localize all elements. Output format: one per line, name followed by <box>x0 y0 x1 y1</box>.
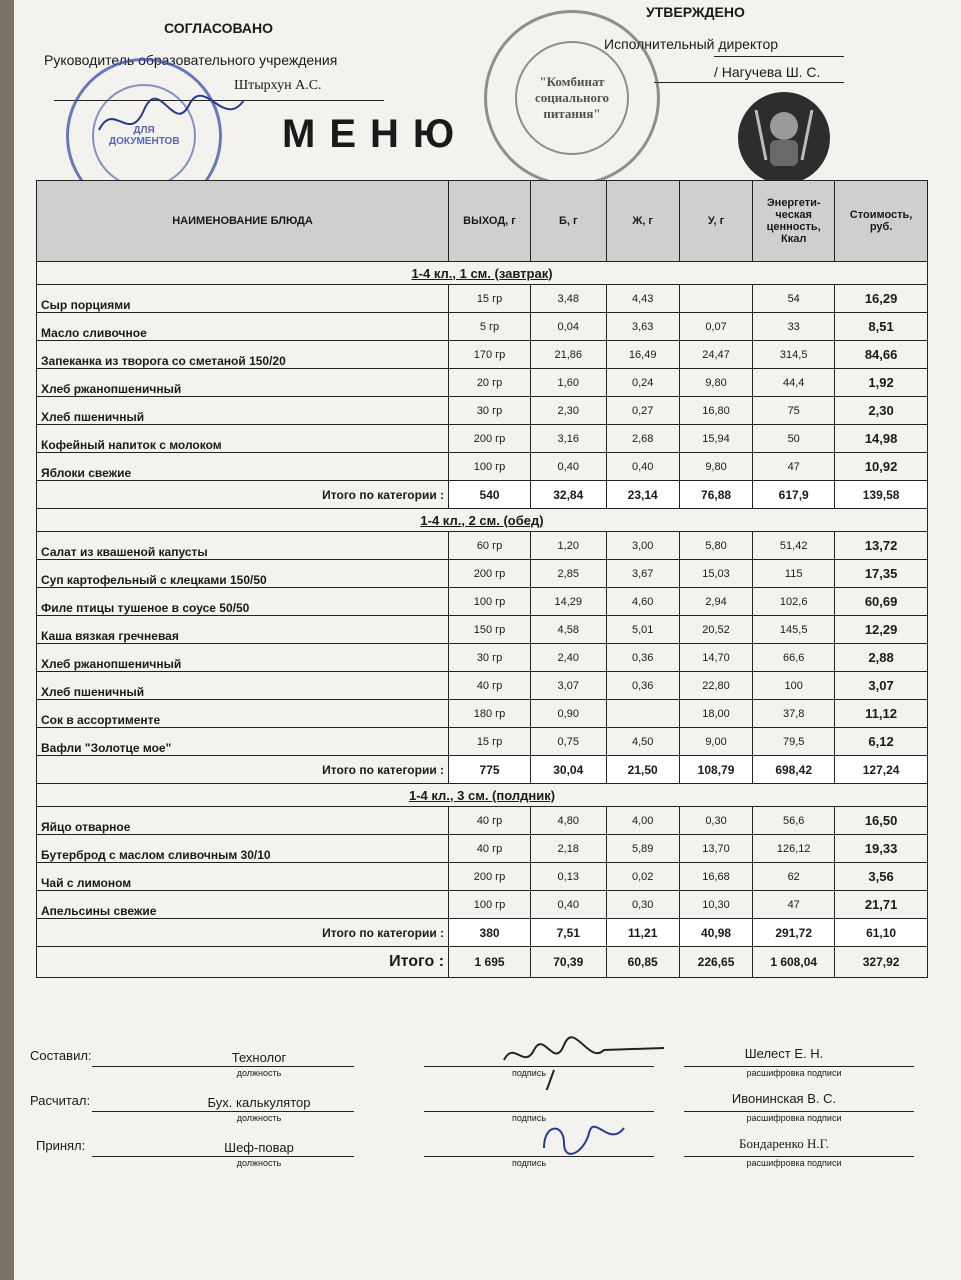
dish-carbs: 24,47 <box>679 341 752 369</box>
header-b: Б, г <box>531 181 607 262</box>
dish-fat: 4,50 <box>606 728 679 756</box>
menu-sheet <box>14 0 961 1280</box>
dish-kcal: 54 <box>753 285 835 313</box>
dish-name: Вафли "Золотце мое" <box>37 728 449 756</box>
table-row <box>37 532 928 560</box>
dish-protein: 3,16 <box>531 425 607 453</box>
name-line <box>684 1066 914 1067</box>
menu-body <box>37 262 928 978</box>
dish-carbs: 13,70 <box>679 835 752 863</box>
dish-cost: 11,12 <box>835 700 928 728</box>
dish-fat: 0,40 <box>606 453 679 481</box>
dish-carbs <box>679 285 752 313</box>
dish-output: 200 гр <box>449 425 531 453</box>
dish-carbs: 15,94 <box>679 425 752 453</box>
grand-total-u: 226,65 <box>679 947 752 978</box>
dish-output: 100 гр <box>449 453 531 481</box>
sign-caption: подпись <box>511 1158 547 1168</box>
dish-cost: 14,98 <box>835 425 928 453</box>
left-stamp-text: ДЛЯ ДОКУМЕНТОВ <box>109 125 180 147</box>
table-row <box>37 397 928 425</box>
dish-output: 15 гр <box>449 728 531 756</box>
dish-name: Сок в ассортименте <box>37 700 449 728</box>
dish-name: Яйцо отварное <box>37 807 449 835</box>
section-title: 1-4 кл., 2 см. (обед) <box>37 509 928 532</box>
dish-kcal: 100 <box>753 672 835 700</box>
dish-cost: 17,35 <box>835 560 928 588</box>
grand-total-kcal: 1 608,04 <box>753 947 835 978</box>
dish-cost: 16,29 <box>835 285 928 313</box>
header-energy: Энергети-ческая ценность, Ккал <box>753 181 835 262</box>
section-title: 1-4 кл., 3 см. (полдник) <box>37 784 928 807</box>
approved-right-name: / Нагучева Ш. С. <box>714 64 821 80</box>
dish-name: Хлеб ржанопшеничный <box>37 644 449 672</box>
subtotal-label: Итого по категории : <box>37 919 449 947</box>
signature-role: Бух. калькулятор <box>207 1095 311 1110</box>
header-cost: Стоимость, руб. <box>835 181 928 262</box>
approval-signature-left <box>94 90 254 150</box>
dish-protein: 3,07 <box>531 672 607 700</box>
sign-caption: подпись <box>511 1068 547 1078</box>
table-row <box>37 728 928 756</box>
subtotal-protein: 7,51 <box>531 919 607 947</box>
signature-label: Принял: <box>36 1138 86 1153</box>
table-row <box>37 835 928 863</box>
dish-carbs: 16,68 <box>679 863 752 891</box>
dish-output: 15 гр <box>449 285 531 313</box>
signature-role: Шеф-повар <box>224 1140 294 1155</box>
menu-table <box>36 180 928 978</box>
dish-protein: 2,40 <box>531 644 607 672</box>
approved-left-title: СОГЛАСОВАНО <box>164 20 273 36</box>
dish-name: Масло сливочное <box>37 313 449 341</box>
dish-cost: 6,12 <box>835 728 928 756</box>
sign-caption: подпись <box>511 1113 547 1123</box>
table-row <box>37 453 928 481</box>
dish-kcal: 102,6 <box>753 588 835 616</box>
signature-label: Расчитал: <box>30 1093 91 1108</box>
table-row <box>37 807 928 835</box>
role-line <box>92 1156 354 1157</box>
right-name-line <box>654 82 844 83</box>
dish-fat: 3,63 <box>606 313 679 341</box>
grand-total-zh: 60,85 <box>606 947 679 978</box>
dish-output: 30 гр <box>449 397 531 425</box>
dish-protein: 21,86 <box>531 341 607 369</box>
dish-fat: 0,36 <box>606 644 679 672</box>
header-u: У, г <box>679 181 752 262</box>
page-title: МЕНЮ <box>282 112 469 156</box>
dish-protein: 1,60 <box>531 369 607 397</box>
dish-fat: 3,00 <box>606 532 679 560</box>
signature-name: Ивонинская В. С. <box>731 1091 837 1106</box>
dish-output: 5 гр <box>449 313 531 341</box>
grand-total-cost: 327,92 <box>835 947 928 978</box>
header-output: ВЫХОД, г <box>449 181 531 262</box>
dish-kcal: 62 <box>753 863 835 891</box>
subtotal-output: 540 <box>449 481 531 509</box>
subtotal-row <box>37 919 928 947</box>
table-row <box>37 672 928 700</box>
dish-fat: 16,49 <box>606 341 679 369</box>
dish-fat: 2,68 <box>606 425 679 453</box>
dish-carbs: 0,07 <box>679 313 752 341</box>
signature-name: Бондаренко Н.Г. <box>739 1136 829 1151</box>
dish-output: 100 гр <box>449 891 531 919</box>
chef-logo-icon <box>736 90 832 186</box>
dish-fat: 0,24 <box>606 369 679 397</box>
dish-output: 100 гр <box>449 588 531 616</box>
dish-output: 170 гр <box>449 341 531 369</box>
dish-carbs: 2,94 <box>679 588 752 616</box>
approved-left-name: Штырхун А.С. <box>234 78 322 93</box>
subtotal-carbs: 108,79 <box>679 756 752 784</box>
subtotal-carbs: 76,88 <box>679 481 752 509</box>
dish-name: Хлеб пшеничный <box>37 397 449 425</box>
dish-name: Апельсины свежие <box>37 891 449 919</box>
dish-fat: 4,43 <box>606 285 679 313</box>
dish-protein: 0,90 <box>531 700 607 728</box>
dish-output: 20 гр <box>449 369 531 397</box>
right-role-line <box>714 56 844 57</box>
subtotal-fat: 11,21 <box>606 919 679 947</box>
table-row <box>37 891 928 919</box>
dish-carbs: 20,52 <box>679 616 752 644</box>
subtotal-fat: 21,50 <box>606 756 679 784</box>
dish-protein: 4,80 <box>531 807 607 835</box>
role-line <box>92 1066 354 1067</box>
dish-cost: 10,92 <box>835 453 928 481</box>
name-caption: расшифровка подписи <box>746 1158 842 1168</box>
dish-name: Сыр порциями <box>37 285 449 313</box>
dish-name: Бутерброд с маслом сливочным 30/10 <box>37 835 449 863</box>
section-header-row <box>37 509 928 532</box>
dish-cost: 2,30 <box>835 397 928 425</box>
subtotal-output: 380 <box>449 919 531 947</box>
dish-fat: 3,67 <box>606 560 679 588</box>
table-row <box>37 285 928 313</box>
subtotal-row <box>37 756 928 784</box>
dish-name: Запеканка из творога со сметаной 150/20 <box>37 341 449 369</box>
dish-cost: 60,69 <box>835 588 928 616</box>
table-row <box>37 700 928 728</box>
dish-cost: 8,51 <box>835 313 928 341</box>
subtotal-protein: 32,84 <box>531 481 607 509</box>
dish-cost: 19,33 <box>835 835 928 863</box>
dish-protein: 2,18 <box>531 835 607 863</box>
table-row <box>37 313 928 341</box>
name-line <box>684 1156 914 1157</box>
dish-output: 30 гр <box>449 644 531 672</box>
dish-name: Хлеб ржанопшеничный <box>37 369 449 397</box>
dish-name: Кофейный напиток с молоком <box>37 425 449 453</box>
subtotal-cost: 127,24 <box>835 756 928 784</box>
dish-protein: 0,75 <box>531 728 607 756</box>
dish-kcal: 33 <box>753 313 835 341</box>
section-header-row <box>37 784 928 807</box>
dish-kcal: 75 <box>753 397 835 425</box>
table-row <box>37 341 928 369</box>
subtotal-kcal: 698,42 <box>753 756 835 784</box>
dish-output: 40 гр <box>449 835 531 863</box>
dish-kcal: 51,42 <box>753 532 835 560</box>
signature-name: Шелест Е. Н. <box>744 1046 824 1061</box>
dish-name: Чай с лимоном <box>37 863 449 891</box>
dish-carbs: 9,80 <box>679 369 752 397</box>
dish-fat: 5,89 <box>606 835 679 863</box>
subtotal-protein: 30,04 <box>531 756 607 784</box>
dish-kcal: 37,8 <box>753 700 835 728</box>
dish-cost: 16,50 <box>835 807 928 835</box>
name-caption: расшифровка подписи <box>746 1113 842 1123</box>
role-caption: должность <box>236 1158 282 1168</box>
subtotal-kcal: 617,9 <box>753 481 835 509</box>
dish-protein: 0,13 <box>531 863 607 891</box>
dish-fat: 0,02 <box>606 863 679 891</box>
dish-carbs: 15,03 <box>679 560 752 588</box>
subtotal-row <box>37 481 928 509</box>
dish-protein: 3,48 <box>531 285 607 313</box>
dish-carbs: 9,80 <box>679 453 752 481</box>
name-line <box>684 1111 914 1112</box>
dish-carbs: 5,80 <box>679 532 752 560</box>
name-caption: расшифровка подписи <box>746 1068 842 1078</box>
subtotal-carbs: 40,98 <box>679 919 752 947</box>
dish-kcal: 47 <box>753 891 835 919</box>
dish-carbs: 9,00 <box>679 728 752 756</box>
dish-cost: 13,72 <box>835 532 928 560</box>
dish-protein: 14,29 <box>531 588 607 616</box>
dish-name: Суп картофельный с клецками 150/50 <box>37 560 449 588</box>
dish-protein: 4,58 <box>531 616 607 644</box>
grand-total-label: Итого : <box>37 947 449 978</box>
subtotal-output: 775 <box>449 756 531 784</box>
dish-protein: 0,04 <box>531 313 607 341</box>
dish-fat: 4,00 <box>606 807 679 835</box>
header-zh: Ж, г <box>606 181 679 262</box>
table-row <box>37 369 928 397</box>
dish-protein: 0,40 <box>531 891 607 919</box>
dish-protein: 2,30 <box>531 397 607 425</box>
header-name: НАИМЕНОВАНИЕ БЛЮДА <box>37 181 449 262</box>
approved-right-title: УТВЕРЖДЕНО <box>646 4 745 20</box>
dish-carbs: 10,30 <box>679 891 752 919</box>
dish-cost: 3,56 <box>835 863 928 891</box>
dish-cost: 84,66 <box>835 341 928 369</box>
dish-fat: 5,01 <box>606 616 679 644</box>
dish-kcal: 66,6 <box>753 644 835 672</box>
dish-output: 40 гр <box>449 807 531 835</box>
subtotal-cost: 139,58 <box>835 481 928 509</box>
subtotal-fat: 23,14 <box>606 481 679 509</box>
dish-name: Филе птицы тушеное в соусе 50/50 <box>37 588 449 616</box>
approved-right-role: Исполнительный директор <box>604 36 779 52</box>
subtotal-kcal: 291,72 <box>753 919 835 947</box>
section-header-row <box>37 262 928 285</box>
signature-label: Составил: <box>30 1048 92 1063</box>
table-row <box>37 588 928 616</box>
dish-fat: 0,30 <box>606 891 679 919</box>
grand-total-b: 70,39 <box>531 947 607 978</box>
dish-protein: 0,40 <box>531 453 607 481</box>
table-row <box>37 560 928 588</box>
table-row <box>37 863 928 891</box>
grand-total-out: 1 695 <box>449 947 531 978</box>
table-row <box>37 616 928 644</box>
table-row <box>37 644 928 672</box>
dish-output: 200 гр <box>449 560 531 588</box>
dish-carbs: 16,80 <box>679 397 752 425</box>
dish-kcal: 79,5 <box>753 728 835 756</box>
dish-fat: 4,60 <box>606 588 679 616</box>
dish-fat <box>606 700 679 728</box>
dish-carbs: 22,80 <box>679 672 752 700</box>
role-line <box>92 1111 354 1112</box>
table-row <box>37 425 928 453</box>
dish-carbs: 18,00 <box>679 700 752 728</box>
dish-kcal: 44,4 <box>753 369 835 397</box>
dish-cost: 12,29 <box>835 616 928 644</box>
dish-output: 200 гр <box>449 863 531 891</box>
dish-name: Каша вязкая гречневая <box>37 616 449 644</box>
dish-name: Салат из квашеной капусты <box>37 532 449 560</box>
dish-output: 40 гр <box>449 672 531 700</box>
right-stamp-text: "Комбинат социального питания" <box>534 74 610 121</box>
dish-kcal: 126,12 <box>753 835 835 863</box>
signature-role: Технолог <box>231 1050 287 1065</box>
dish-carbs: 14,70 <box>679 644 752 672</box>
section-title: 1-4 кл., 1 см. (завтрак) <box>37 262 928 285</box>
signature-1 <box>494 1030 674 1090</box>
dish-fat: 0,36 <box>606 672 679 700</box>
dish-kcal: 56,6 <box>753 807 835 835</box>
signature-3 <box>534 1118 634 1158</box>
approved-left-role: Руководитель образовательного учреждения <box>44 52 338 68</box>
dish-protein: 1,20 <box>531 532 607 560</box>
table-header-row <box>37 181 928 262</box>
subtotal-label: Итого по категории : <box>37 481 449 509</box>
dish-kcal: 115 <box>753 560 835 588</box>
dish-cost: 3,07 <box>835 672 928 700</box>
dish-kcal: 50 <box>753 425 835 453</box>
dish-kcal: 314,5 <box>753 341 835 369</box>
dish-cost: 2,88 <box>835 644 928 672</box>
role-caption: должность <box>236 1068 282 1078</box>
subtotal-label: Итого по категории : <box>37 756 449 784</box>
dish-name: Хлеб пшеничный <box>37 672 449 700</box>
grand-total-row <box>37 947 928 978</box>
dish-output: 60 гр <box>449 532 531 560</box>
dish-output: 150 гр <box>449 616 531 644</box>
dish-name: Яблоки свежие <box>37 453 449 481</box>
dish-carbs: 0,30 <box>679 807 752 835</box>
right-round-stamp <box>484 10 660 186</box>
role-caption: должность <box>236 1113 282 1123</box>
dish-kcal: 47 <box>753 453 835 481</box>
subtotal-cost: 61,10 <box>835 919 928 947</box>
sign-line <box>424 1111 654 1112</box>
dish-fat: 0,27 <box>606 397 679 425</box>
dish-output: 180 гр <box>449 700 531 728</box>
dish-cost: 1,92 <box>835 369 928 397</box>
dish-protein: 2,85 <box>531 560 607 588</box>
dish-cost: 21,71 <box>835 891 928 919</box>
dish-kcal: 145,5 <box>753 616 835 644</box>
